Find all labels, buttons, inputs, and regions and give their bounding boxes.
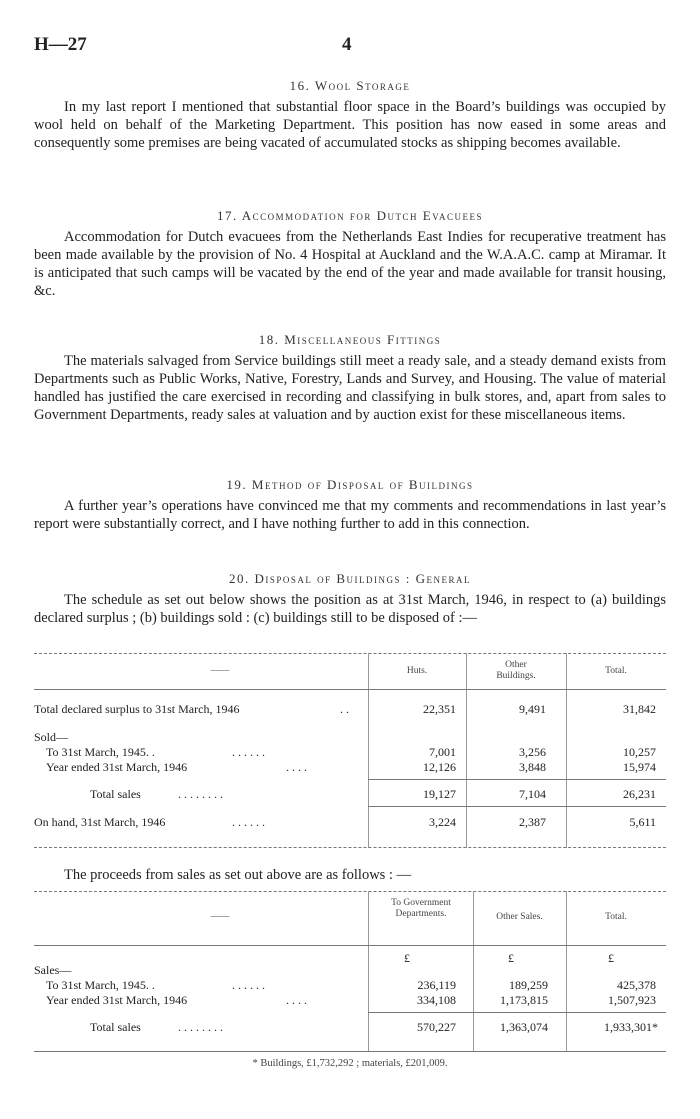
subtotal-rule (368, 779, 666, 780)
row-label: To 31st March, 1945. . (46, 745, 155, 759)
row-label: Total declared surplus to 31st March, 1946 (34, 702, 240, 716)
cell-other: 3,848 (519, 760, 546, 774)
page-number: 4 (342, 34, 352, 55)
table-rule (34, 891, 666, 892)
cell-government: 334,108 (417, 993, 456, 1007)
cell-total: 1,933,301* (604, 1020, 658, 1034)
cell-huts: 22,351 (423, 702, 456, 716)
section-text-wool-storage: In my last report I mentioned that substantial floor space in the Board’s buildings was occupied by wool held on behalf of the Marketing Department. This position has now eased in some areas and consequently some premises are being vacated of accumulated stocks as shipping becomes available. (34, 99, 666, 151)
row-group-label: Sales— (34, 963, 72, 977)
cell-total: 31,842 (623, 702, 656, 716)
section-title-disposal-general: 20. Disposal of Buildings : General (228, 571, 472, 586)
leader-dots: . . . . . . . . (178, 1020, 223, 1034)
currency-symbol: £ (608, 951, 614, 965)
row-label: On hand, 31st March, 1946 (34, 815, 166, 829)
cell-government: 236,119 (417, 978, 456, 992)
table-rule (34, 1051, 666, 1052)
cell-total: 26,231 (623, 787, 656, 801)
column-header-total: Total. (605, 912, 627, 922)
cell-government: 570,227 (417, 1020, 456, 1034)
row-label: Year ended 31st March, 1946 (46, 993, 188, 1007)
currency-symbol: £ (404, 951, 410, 965)
cell-total: 10,257 (623, 745, 656, 759)
leader-dots: . . . . . . . . (178, 787, 223, 801)
section-text-method-disposal: A further year’s operations have convinced me that my comments and recommendations in last year’s report were substantially correct, and I have nothing further to add in this connection. (34, 498, 666, 532)
cell-huts: 7,001 (429, 745, 456, 759)
table-rule (34, 653, 666, 654)
cell-other: 1,363,074 (500, 1020, 548, 1034)
section-title-wool-storage: 16. Wool Storage (289, 78, 411, 93)
cell-total: 5,611 (629, 815, 656, 829)
section-text-misc-fittings: The materials salvaged from Service buildings still meet a ready sale, and a steady demand exists from Departments such as Public Works, Native, Forestry, Lands and Survey, and Housing. The value of material handled has justified the care exercised in recording and classifying in bulk stores, and, apart from sales to Government Departments, ready sales at valuation and by auction exist for these miscellaneous items. (34, 353, 666, 423)
leader-dots: . . . . . . (232, 978, 265, 992)
section-text-dutch-evacuees: Accommodation for Dutch evacuees from the Netherlands East Indies for recuperative treatment has been made available by the provision of No. 4 Hospital at Auckland and the W.A.A.C. camp at Miramar. It is anticipated that such camps will be vacated by the end of the year and made available for transit housing, &c. (34, 229, 666, 299)
section-text-disposal-general: The schedule as set out below shows the position as at 31st March, 1946, in respect to (a) buildings declared surplus ; (b) buildings sold : (c) buildings still to be disposed of :— (34, 592, 666, 626)
cell-other: 189,259 (509, 978, 548, 992)
row-label: Total sales (90, 787, 141, 801)
cell-total: 1,507,923 (608, 993, 656, 1007)
row-label: Total sales (90, 1020, 141, 1034)
section-title-method-disposal: 19. Method of Disposal of Buildings (226, 477, 474, 492)
cell-other: 1,173,815 (500, 993, 548, 1007)
column-header-government: To Government Departments. (391, 898, 451, 919)
cell-total: 425,378 (617, 978, 656, 992)
leader-dots: . . . . (286, 993, 307, 1007)
column-header-label: —— (210, 912, 230, 922)
cell-other: 9,491 (519, 702, 546, 716)
leader-dots: . . . . (286, 760, 307, 774)
cell-huts: 19,127 (423, 787, 456, 801)
row-group-label: Sold— (34, 730, 69, 744)
table-rule (34, 945, 666, 946)
proceeds-intro: The proceeds from sales as set out above are as follows : — (64, 867, 412, 883)
section-title-dutch-evacuees: 17. Accommodation for Dutch Evacuees (216, 208, 484, 223)
footnote: * Buildings, £1,732,292 ; materials, £201,009. (252, 1058, 448, 1069)
cell-huts: 3,224 (429, 815, 456, 829)
column-header-other-sales: Other Sales. (496, 912, 543, 922)
subtotal-rule (368, 806, 666, 807)
leader-dots: . . . . . . (232, 815, 265, 829)
column-header-label: —— (210, 666, 230, 676)
leader-dots: . . . . . . (232, 745, 265, 759)
table-rule (34, 689, 666, 690)
cell-other: 7,104 (519, 787, 546, 801)
column-header-other-buildings: Other Buildings. (496, 660, 536, 681)
column-header-total: Total. (605, 666, 627, 676)
currency-symbol: £ (508, 951, 514, 965)
subtotal-rule (368, 1012, 666, 1013)
document-code: H—27 (34, 34, 87, 55)
table-rule (34, 847, 666, 848)
cell-huts: 12,126 (423, 760, 456, 774)
column-header-huts: Huts. (406, 666, 428, 676)
row-label: Year ended 31st March, 1946 (46, 760, 188, 774)
leader-dots: . . (340, 702, 349, 716)
row-label: To 31st March, 1945. . (46, 978, 155, 992)
cell-other: 2,387 (519, 815, 546, 829)
cell-total: 15,974 (623, 760, 656, 774)
cell-other: 3,256 (519, 745, 546, 759)
section-title-misc-fittings: 18. Miscellaneous Fittings (258, 332, 442, 347)
